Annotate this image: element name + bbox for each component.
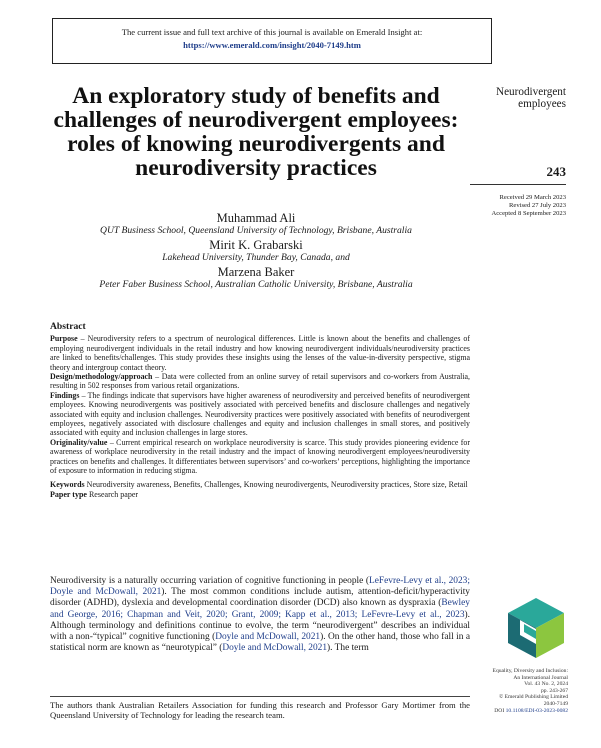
journal-metadata [462, 668, 568, 714]
intro-paragraph [50, 576, 470, 654]
journal-volume: Vol. 43 No. 2, 2024 [524, 681, 568, 688]
abstract-purpose [50, 334, 470, 372]
doi-link[interactable]: 10.1108/EDI-03-2023-0082 [505, 707, 568, 714]
side-divider [470, 184, 566, 185]
page-number: 243 [546, 164, 566, 179]
abstract-section [50, 322, 470, 500]
received-date: Received 29 March 2023 [499, 194, 566, 201]
journal-logo [506, 596, 566, 660]
keywords-label: Keywords [50, 479, 85, 489]
body-text-segment: ). On the other hand, those who fall in a statistical norm are known as “neurotypical” ( [50, 632, 471, 654]
doi-label: DOI [494, 707, 506, 714]
journal-subtitle: An International Journal [513, 674, 568, 681]
abstract-originality [50, 438, 470, 476]
paper-type-text: Research paper [86, 489, 139, 499]
citation-link[interactable]: LeFevre-Levy et al., 2023; Doyle and McDowall, 2021 [50, 576, 470, 598]
journal-access-box [52, 18, 492, 64]
abstract-findings [50, 391, 470, 438]
abstract-design [50, 372, 470, 391]
history-dates [462, 194, 566, 218]
author-name: Mirit K. Grabarski [209, 238, 303, 252]
design-text: – Data were collected from an online survey of retail supervisors and co-workers from Australia, resulting in 502 responses from various retail organizations. [50, 372, 470, 391]
body-text-segment: ). The term [327, 643, 369, 654]
issn: 2040-7149 [543, 700, 568, 707]
revised-date: Revised 27 July 2023 [509, 202, 566, 209]
originality-label: Originality/value [50, 437, 108, 447]
author-affiliation: QUT Business School, Queensland University of Technology, Brisbane, Australia [100, 225, 412, 236]
body-text-segment: ). The most common conditions include autism, attention-deficit/hyperactivity disorder (ADHD), dyslexia and developmental coordination disorder (DCD) also known as dyspraxia ( [50, 587, 470, 609]
citation-link[interactable]: Doyle and McDowall, 2021 [215, 632, 321, 643]
footnote-divider [50, 696, 470, 697]
paper-type-label: Paper type [50, 489, 87, 499]
body-text-segment: ). Although terminology and definitions continue to evolve, the term “neurodivergent” describes an individual with a non-“typical” cognitive functioning ( [50, 609, 470, 643]
publisher: © Emerald Publishing Limited [498, 694, 568, 701]
purpose-label: Purpose [50, 334, 78, 344]
citation-link[interactable]: Doyle and McDowall, 2021 [222, 643, 328, 654]
citation-link[interactable]: Bewley and George, 2016; Chapman and Veit, 2020; Grant, 2009; Kapp et al., 2013; LeFevre-Levy et al., 2023 [50, 598, 470, 620]
journal-pages: pp. 243-267 [540, 687, 568, 694]
accepted-date: Accepted 8 September 2023 [491, 210, 566, 217]
keywords-text: Neurodiversity awareness, Benefits, Challenges, Knowing neurodivergents, Neurodiversity practices, Store size, Retail [84, 479, 468, 489]
author-name: Muhammad Ali [216, 211, 296, 225]
purpose-text: – Neurodiversity refers to a spectrum of neurological differences. Little is known about the benefits and challenges of employing neurodivergent individuals in the retail industry and how knowing neurodivergent individuals/neurodiversity practices are linked to benefits/challenges. This study provides these insights using the lenses of the value-in-diversity perspective, stigma theory and intergroup contact theory. [50, 334, 470, 372]
author-block [40, 212, 472, 293]
findings-label: Findings [50, 390, 80, 400]
article-title: An exploratory study of benefits and challenges of neurodivergent employees: roles of knowing neurodivergents and neurodiversity practices [53, 83, 459, 181]
section-label-line2: employees [518, 98, 566, 110]
findings-text: – The findings indicate that supervisors have higher awareness of neurodiversity and perceived benefits of neurodivergent employees. Knowing neurodivergents was positively associated with perceived benefits and disclosure challenges and negatively associated with equity and inclusion challenges. Neurodiversity practices were positively associated with benefits of neurodivergent employees, negatively associated with disclosure challenges and equity and inclusion challenges in small stores, and positively associated with equity and inclusion challenges in large stores. [50, 390, 470, 438]
body-text-segment: Neurodiversity is a naturally occurring variation of cognitive functioning in people ( [50, 576, 370, 586]
doi [462, 708, 568, 715]
acknowledgement-footnote: The authors thank Australian Retailers Association for funding this research and Professor Gary Mortimer from the Queensland University of Technology for leading the research team. [50, 700, 470, 720]
journal-name: Equality, Diversity and Inclusion: [492, 668, 568, 674]
journal-url-link[interactable]: https://www.emerald.com/insight/2040-7149.htm [183, 40, 361, 50]
abstract-heading: Abstract [50, 321, 86, 332]
author-name: Marzena Baker [217, 265, 295, 279]
archive-notice: The current issue and full text archive of this journal is available on Emerald Insight at: [121, 27, 423, 37]
author-affiliation: Lakehead University, Thunder Bay, Canada, and [162, 252, 350, 263]
keywords [50, 480, 470, 490]
section-label-line1: Neurodivergent [495, 86, 566, 98]
paper-type [50, 490, 470, 500]
originality-text: – Current empirical research on workplace neurodiversity is scarce. This study provides pioneering evidence for awareness of workplace neurodiversity in the retail industry and the impact of knowing neurodivergent employees/neurodiversity practices on benefits and challenges. It differentiates between supervisors’ and co-workers’ perceptions, highlighting the importance of exposure to information in reducing stigma. [50, 437, 470, 476]
section-label [470, 86, 566, 110]
author-affiliation: Peter Faber Business School, Australian Catholic University, Brisbane, Australia [99, 279, 413, 290]
design-label: Design/methodology/approach [50, 372, 153, 382]
